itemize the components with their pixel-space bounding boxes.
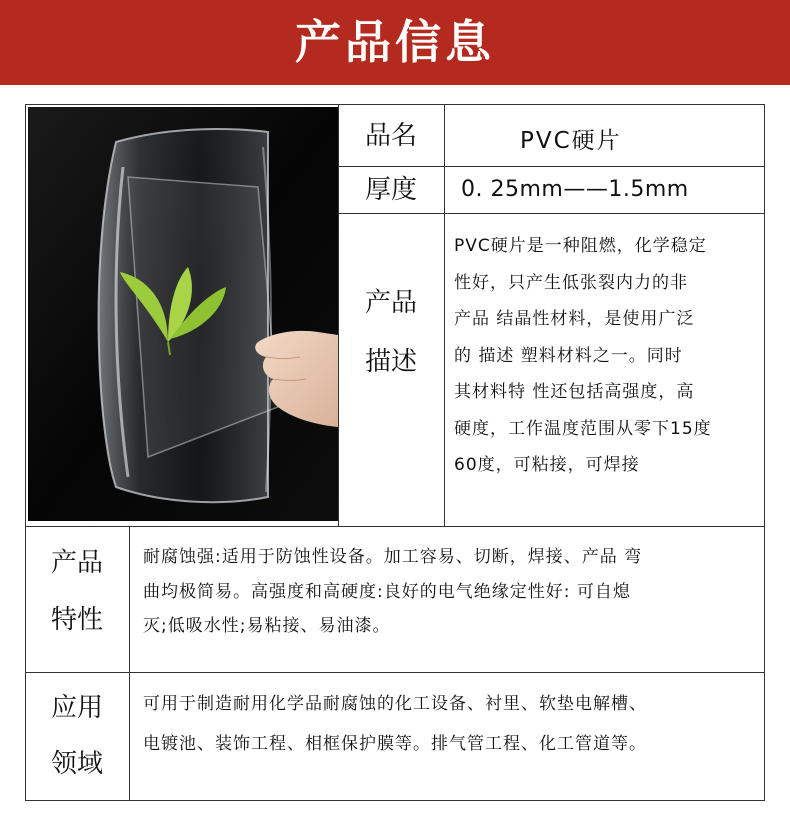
divider [338,213,765,214]
features-text [143,540,642,644]
desc-line: 60度，可粘接，可焊接 [454,455,640,475]
features-line: 灭;低吸水性;易粘接、易油漆。 [143,616,391,636]
desc-label-2: 描述 [364,347,417,377]
product-description [454,228,712,484]
desc-line: 性好，只产生低张裂内力的非 [454,272,688,293]
divider [25,672,765,673]
divider [444,104,445,526]
application-text [143,684,647,764]
desc-line: 硬度，工作温度范围从零下15度 [454,418,712,439]
features-line: 耐腐蚀强:适用于防蚀性设备。加工容易、切断，焊接、产品 弯 [143,547,643,567]
application-line: 电镀池、装饰工程、相框保护膜等。排气管工程、化工管道等。 [143,734,647,754]
desc-line: 的 描述 塑料材料之一。同时 [454,345,683,366]
product-photo [28,107,338,521]
desc-line: PVC硬片是一种阻燃，化学稳定 [454,236,707,256]
divider [129,526,130,801]
desc-label-1: 产品 [364,288,417,318]
features-line: 曲均极简易。高强度和高硬度:良好的电气绝缘定性好: 可自熄 [143,581,631,602]
application-label-1: 应用 [50,693,103,723]
thickness-label: 厚度 [364,175,417,205]
desc-line: 产品 结晶性材料，是使用广泛 [454,309,695,329]
features-label-2: 特性 [50,605,103,635]
desc-line: 其材料特 性还包括高强度，高 [454,382,695,402]
name-label: 品名 [364,121,417,151]
divider [338,166,765,167]
application-label-2: 领域 [50,749,103,779]
header-banner [0,0,790,85]
thickness-value: 0. 25mm——1.5mm [461,177,689,202]
divider [25,526,765,527]
features-label-1: 产品 [50,548,103,578]
application-line: 可用于制造耐用化学品耐腐蚀的化工设备、衬里、软垫电解槽、 [143,694,647,714]
pvc-sheet-image [28,107,338,521]
name-value: PVC硬片 [520,128,622,154]
page-title: 产品信息 [295,15,495,69]
